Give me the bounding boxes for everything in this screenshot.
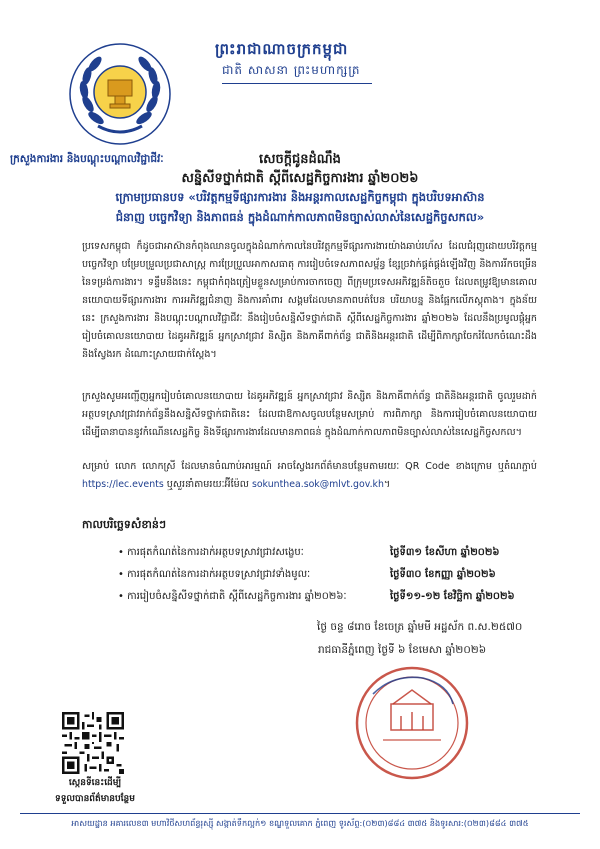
key-date-row <box>118 545 538 563</box>
contact-mid-text: ឬសួរនាំតាមរយៈអ៊ីម៉ែល <box>166 479 249 490</box>
contact-text: សម្រាប់ លោក លោកស្រី ដែលមានចំណាប់អារម្មណ៍ អាចស្វែងរកព័ត៌មានបន្ថែមតាមរយៈ QR Code ខាងក្រោម ឬតំណភ្ជាប់ <box>82 461 537 472</box>
key-date-value: ថ្ងៃទី៣០ ខែកញ្ញា ឆ្នាំ២០២៦ <box>390 569 496 580</box>
qr-caption-secondary: ទទួលបានព័ត៌មានបន្ថែម <box>55 794 135 804</box>
footer-address: អាសយដ្ឋាន អគារលេខ៣ មហាវិថីសហព័ន្ធរុស្ស៊ី សង្កាត់ទឹកល្អក់១ ខណ្ឌទួលគោក ភ្នំពេញ ទូរស័ព្ទ:(០២៣)៨៨៤ ៣៧៥ និងទូរសារ:(០២៣)៨៨៤ ៣៧៥ <box>71 818 529 828</box>
key-dates-heading: កាលបរិច្ឆេទសំខាន់ៗ <box>82 518 167 531</box>
key-date-label: • ការផុតកំណត់នៃការដាក់អត្ថបទស្រាវជ្រាវទាំងមូលៈ <box>118 569 311 580</box>
key-date-label: • ការរៀបចំសន្និសីទថ្នាក់ជាតិ ស្តីពីសេដ្ឋកិច្ចការងារ ឆ្នាំ២០២៦ៈ <box>118 591 347 602</box>
intro-paragraph: ប្រទេសកម្ពុជា ក៏ដូចជាអាស៊ានកំពុងឈានចូលក្នុងដំណាក់កាលនៃបរិវត្តកម្មទីផ្សារការងារយ៉ាងឆាប់រហ័ស ដែលជំរុញដោយបរិវត្តកម្មបច្ចេកវិទ្យា បម្រែបម្រួលប្រជាសាស្ត្រ ការប្រែប្រួលអាកាសធាតុ ការរៀបចំទេសភាពសម្ព័ន្ធ ខ្សែច្រវាក់ផ្គត់ផ្គង់ឡើងវិញ និងការរីកចម្រើននៃទម្រង់ការងារ។ ទន្ទឹមនឹងនេះ កម្ពុជាកំពុងត្រៀមខ្លួនសម្រាប់ការចាកចេញ ពីក្រុមប្រទេសអភិវឌ្ឍន៍តិចតួច ដែលតម្រូវឱ្យមានគោលនយោបាយទីផ្សារការងារ ការអភិវឌ្ឍជំនាញ និងការគាំពារ សង្គមដែលមានភាពបត់បែន បរិយាបន្ន និងផ្អែកលើភស្តុតាង។ ក្នុងន័យនេះ ក្រសួងការងារ និងបណ្តុះបណ្តាលវិជ្ជាជីវៈ នឹងរៀបចំសន្និសីទថ្នាក់ជាតិ ស្តីពីសេដ្ឋកិច្ចការងារ ឆ្នាំ២០២៦ ដែលនឹងប្រមូលផ្តុំអ្នករៀបចំគោលនយោបាយ ដៃគូអភិវឌ្ឍន៍ អ្នកស្រាវជ្រាវ និស្សិត និងភាគីពាក់ព័ន្ធ ជាតិនិងអន្តរជាតិ ដើម្បីពិភាក្សាចែករំលែកចំណេះដឹង និងស្វែងរក ដំណោះស្រាយជាក់ស្តែង។ <box>82 241 537 360</box>
document-theme-line2: ជំនាញ បច្ចេកវិទ្យា និងភាពធន់ ក្នុងដំណាក់កាលភាពមិនច្បាស់លាស់នៃសេដ្ឋកិច្ចសកល» <box>115 210 485 224</box>
motto-divider <box>222 83 372 84</box>
invitation-paragraph: ក្រសួងសូមអញ្ជើញអ្នករៀបចំគោលនយោបាយ ដៃគូអភិវឌ្ឍន៍ អ្នកស្រាវជ្រាវ និស្សិត និងភាគីពាក់ព័ន្ធ ជាតិនិងអន្តរជាតិ ចូលរួមដាក់អត្ថបទស្រាវជ្រាវរាក់ព័ន្ធនឹងសន្និសីទថ្នាក់ជាតិនេះ ដែលជាឱកាសចូលបន្ថែមសម្រាប់ ការពិភាក្សា និងការរៀបចំគោលនយោបាយ ដើម្បីធានាបាននូវកំណើនសេដ្ឋកិច្ច និងទីផ្សារការងារដែលមានភាពធន់ ក្នុងដំណាក់កាលភាពមិនច្បាស់លាស់នៃសេដ្ឋកិច្ចសកល។ <box>82 391 537 438</box>
key-date-label: • ការផុតកំណត់នៃការដាក់អត្ថបទស្រាវជ្រាវសង្ខេបៈ <box>118 547 304 558</box>
document-title: សេចក្តីជូនដំណឹង <box>259 152 341 167</box>
ministry-name: ក្រសួងការងារ និងបណ្តុះបណ្តាលវិជ្ជាជីវៈ <box>10 153 164 165</box>
lunar-date: ថ្ងៃ ចន្ទ ៨រោច ខែចេត្រ ឆ្នាំមមី អដ្ឋស័ក ព.ស.២៥៧០ <box>317 621 523 633</box>
contact-paragraph: សម្រាប់ លោក លោកស្រី ដែលមានចំណាប់អារម្មណ៍ អាចស្វែងរកព័ត៌មានបន្ថែមតាមរយៈ QR Code ខាងក្រោម ឬតំណភ្ជាប់ https://lec.events ឬសួរនាំតាមរយៈអ៊ីម៉ែល sokunthea.sok@mlvt.gov.kh។ <box>82 461 537 490</box>
event-link[interactable]: https://lec.events <box>82 479 164 490</box>
document-subtitle: សន្និសីទថ្នាក់ជាតិ ស្តីពីសេដ្ឋកិច្ចការងារ ឆ្នាំ២០២៦ <box>181 171 419 186</box>
place-date: រាជធានីភ្នំពេញ ថ្ងៃទី ៦ ខែមេសា ឆ្នាំ២០២៦ <box>318 644 487 656</box>
key-date-value: ថ្ងៃទី៣១ ខែសីហា ឆ្នាំ២០២៦ <box>390 547 500 558</box>
national-motto: ជាតិ សាសនា ព្រះមហាក្សត្រ <box>222 63 361 77</box>
official-stamp <box>353 664 471 782</box>
ministry-logo <box>68 42 172 146</box>
qr-code[interactable] <box>62 712 124 774</box>
document-theme-line1: ក្រោមប្រធានបទ «បរិវត្តកម្មទីផ្សារការងារ និងអន្តរកាលសេដ្ឋកិច្ចកម្ពុជា ក្នុងបរិបទអាស៊ាន <box>115 190 485 204</box>
footer-divider <box>20 813 580 814</box>
key-date-row <box>118 589 538 607</box>
kingdom-title: ព្រះរាជាណាចក្រកម្ពុជា <box>215 40 349 58</box>
key-date-value: ថ្ងៃទី១១-១២ ខែវិច្ឆិកា ឆ្នាំ២០២៦ <box>390 591 515 602</box>
key-date-row <box>118 567 538 585</box>
qr-caption: ស្កេនទីនេះដើម្បី <box>68 778 122 788</box>
contact-email[interactable]: sokunthea.sok@mlvt.gov.kh <box>251 479 384 490</box>
